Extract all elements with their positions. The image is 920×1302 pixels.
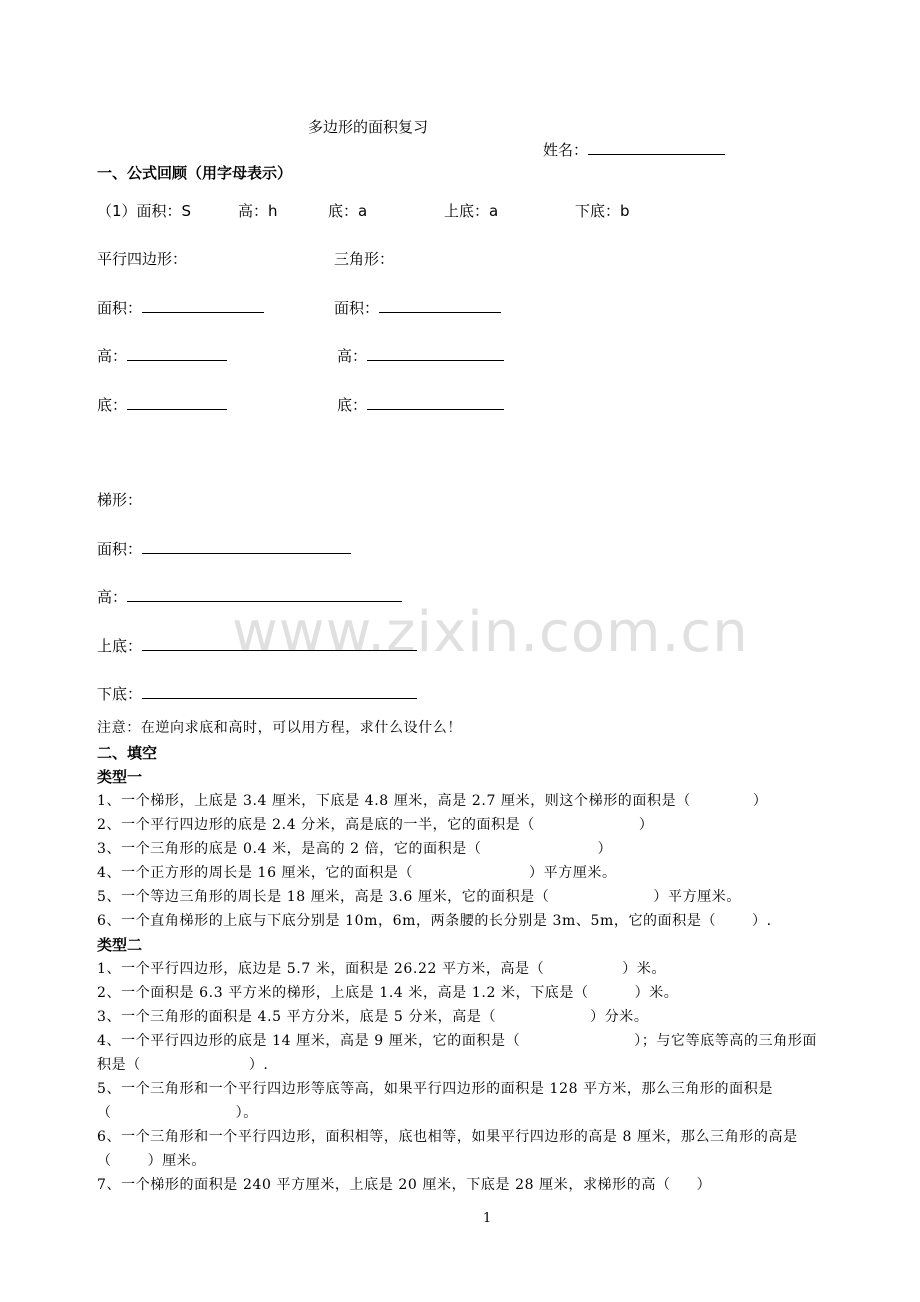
section2-heading: 二、填空 xyxy=(97,744,158,762)
area-label: 面积： xyxy=(334,299,380,317)
type1-q6 xyxy=(97,910,772,930)
question-text: 5、一个等边三角形的周长是 18 厘米，高是 3.6 厘米，它的面积是（ xyxy=(97,889,550,905)
question-text: 2、一个平行四边形的底是 2.4 分米，高是底的一半，它的面积是（ xyxy=(97,817,535,833)
parallelogram-label: 平行四边形： xyxy=(97,250,188,268)
triangle-height-blank[interactable] xyxy=(367,346,504,361)
trapezoid-label: 梯形： xyxy=(97,491,143,509)
question-text-end: ） xyxy=(638,817,654,833)
section1-heading: 一、公式回顾（用字母表示） xyxy=(97,164,293,182)
type2-q6 xyxy=(97,1126,798,1146)
question-text: 1、一个梯形，上底是 3.4 厘米，下底是 4.8 厘米，高是 2.7 厘米，则这个梯形的面积是（ xyxy=(97,793,691,809)
triangle-label: 三角形： xyxy=(334,250,395,268)
question-text: 7、一个梯形的面积是 240 平方厘米，上底是 20 厘米，下底是 28 厘米，求梯形的高（ xyxy=(97,1177,671,1193)
trapezoid-bottom-base-line xyxy=(97,683,417,704)
type1-q1 xyxy=(97,790,767,810)
triangle-area-line xyxy=(334,297,501,318)
bottom-base-label: 下底： xyxy=(97,685,143,703)
question-text: 3、一个三角形的底是 0.4 米，是高的 2 倍，它的面积是（ xyxy=(97,841,482,857)
question-text: 6、一个直角梯形的上底与下底分别是 10m，6m，两条腰的长分别是 3m、5m，它的面积是（ xyxy=(97,913,717,929)
triangle-area-blank[interactable] xyxy=(379,298,501,313)
name-field[interactable] xyxy=(543,139,725,160)
symbol-height: 高：h xyxy=(238,202,278,220)
triangle-base-blank[interactable] xyxy=(367,395,504,410)
area-label: 面积： xyxy=(97,540,143,558)
type1-q2 xyxy=(97,814,653,834)
trapezoid-area-line xyxy=(97,538,351,559)
symbol-top-base: 上底：a xyxy=(444,202,499,220)
question-text-end: ）平方厘米。 xyxy=(653,889,741,905)
question-text-end: ）米。 xyxy=(622,961,667,977)
parallelogram-height-blank[interactable] xyxy=(127,346,227,361)
top-base-label: 上底： xyxy=(97,637,143,655)
base-label: 底： xyxy=(337,396,368,414)
area-label: 面积： xyxy=(97,299,143,317)
name-blank[interactable] xyxy=(588,140,725,155)
type2-q4 xyxy=(97,1030,817,1050)
question-text-end: ）. xyxy=(248,1057,269,1073)
trapezoid-area-blank[interactable] xyxy=(142,539,351,554)
type1-q5 xyxy=(97,886,741,906)
parallelogram-area-blank[interactable] xyxy=(142,298,264,313)
question-text-end: ）平方厘米。 xyxy=(529,865,617,881)
question-text-end: ）米。 xyxy=(634,985,679,1001)
symbol-area: （1）面积：S xyxy=(97,202,192,220)
question-text-end: ） xyxy=(597,841,613,857)
height-label: 高： xyxy=(97,588,128,606)
symbol-bottom-base: 下底：b xyxy=(575,202,630,220)
type1-q4 xyxy=(97,862,617,882)
type2-q3 xyxy=(97,1006,649,1026)
question-text-end: ）。 xyxy=(235,1105,258,1121)
question-text-end: ）厘米。 xyxy=(147,1153,207,1169)
type2-q4-cont xyxy=(97,1054,268,1074)
symbol-base: 底：a xyxy=(328,202,368,220)
question-text: （ xyxy=(97,1105,112,1121)
page-title: 多边形的面积复习 xyxy=(308,118,429,136)
question-text: 6、一个三角形和一个平行四边形，面积相等，底也相等，如果平行四边形的高是 8 厘米，那么三角形的高是 xyxy=(97,1129,798,1145)
note-text: 注意：在逆向求底和高时，可以用方程，求什么设什么！ xyxy=(97,720,462,736)
question-text-end: ）分米。 xyxy=(590,1009,649,1025)
watermark: www.zixin.com.cn xyxy=(232,600,749,665)
trapezoid-bottom-base-blank[interactable] xyxy=(142,684,417,699)
type1-q3 xyxy=(97,838,612,858)
question-text: 4、一个平行四边形的底是 14 厘米，高是 9 厘米，它的面积是（ xyxy=(97,1033,521,1049)
question-text: 积是（ xyxy=(97,1057,141,1073)
type2-heading: 类型二 xyxy=(97,936,143,954)
parallelogram-base-line xyxy=(97,394,227,415)
question-text: （ xyxy=(97,1153,112,1169)
parallelogram-height-line xyxy=(97,345,227,366)
type2-q5-cont xyxy=(97,1102,258,1122)
height-label: 高： xyxy=(337,347,368,365)
parallelogram-area-line xyxy=(97,297,264,318)
height-label: 高： xyxy=(97,347,128,365)
question-text: 1、一个平行四边形，底边是 5.7 米，面积是 26.22 平方米，高是（ xyxy=(97,961,545,977)
triangle-height-line xyxy=(337,345,504,366)
question-text-end: ） xyxy=(752,793,768,809)
type2-q1 xyxy=(97,958,666,978)
question-text: 4、一个正方形的周长是 16 厘米，它的面积是（ xyxy=(97,865,414,881)
question-text-end: ） xyxy=(696,1177,712,1193)
type2-q7 xyxy=(97,1174,711,1194)
question-text: 5、一个三角形和一个平行四边形等底等高，如果平行四边形的面积是 128 平方米，那么三角形的面积是 xyxy=(97,1081,773,1097)
type2-q6-cont xyxy=(97,1150,206,1170)
question-text-end: ）. xyxy=(752,913,772,929)
triangle-base-line xyxy=(337,394,504,415)
type1-heading: 类型一 xyxy=(97,768,143,786)
question-text-end: ）；与它等底等高的三角形面 xyxy=(634,1033,818,1049)
base-label: 底： xyxy=(97,396,128,414)
question-text: 3、一个三角形的面积是 4.5 平方分米，底是 5 分米，高是（ xyxy=(97,1009,497,1025)
page-number: 1 xyxy=(483,1211,492,1226)
type2-q5 xyxy=(97,1078,773,1098)
type2-q2 xyxy=(97,982,678,1002)
question-text: 2、一个面积是 6.3 平方米的梯形，上底是 1.4 米，高是 1.2 米，下底是（ xyxy=(97,985,589,1001)
parallelogram-base-blank[interactable] xyxy=(127,395,227,410)
name-label: 姓名： xyxy=(543,141,589,159)
